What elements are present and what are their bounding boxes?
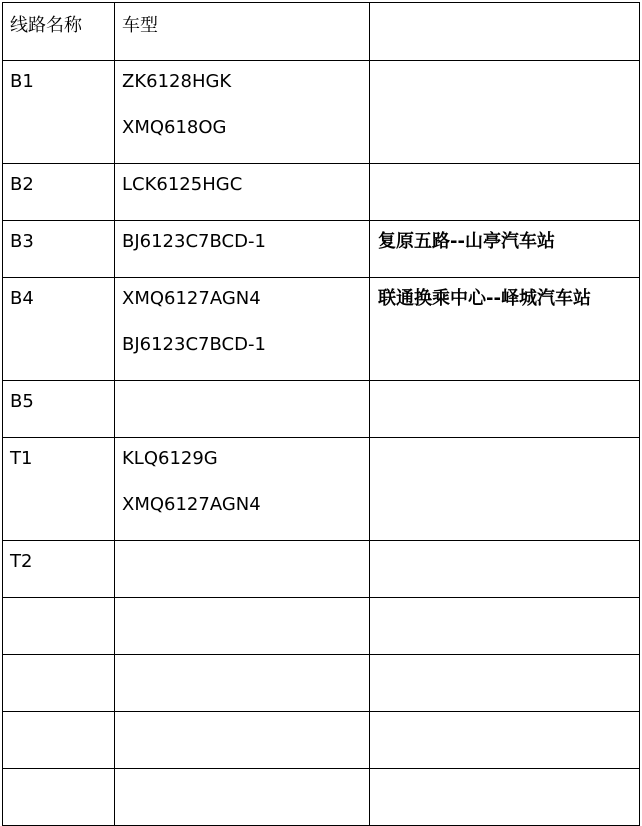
route-name-cell: B4 — [3, 278, 115, 381]
table-row — [3, 598, 640, 655]
route-name-cell — [3, 598, 115, 655]
route-name-cell: T1 — [3, 438, 115, 541]
header-row — [3, 3, 640, 61]
route-name-cell: B3 — [3, 221, 115, 278]
table-row — [3, 164, 640, 221]
table-row — [3, 712, 640, 769]
table-row — [3, 278, 640, 381]
vehicle-model: XMQ618OG — [122, 117, 227, 138]
table-row — [3, 221, 640, 278]
route-note-cell — [370, 164, 640, 221]
vehicle-model-cell — [115, 712, 370, 769]
header-note — [370, 3, 640, 61]
route-note-cell — [370, 655, 640, 712]
vehicle-model: XMQ6127AGN4 — [122, 494, 261, 515]
route-name-cell — [3, 769, 115, 826]
route-note-cell — [370, 381, 640, 438]
vehicle-model: BJ6123C7BCD-1 — [122, 231, 266, 252]
route-name-cell: B5 — [3, 381, 115, 438]
route-name-cell: B1 — [3, 61, 115, 164]
vehicle-model-cell — [115, 769, 370, 826]
vehicle-model-cell — [115, 438, 370, 541]
vehicle-model-cell — [115, 598, 370, 655]
route-note-cell: 联通换乘中心--峄城汽车站 — [370, 278, 640, 381]
vehicle-model-cell — [115, 278, 370, 381]
route-name-cell: T2 — [3, 541, 115, 598]
table-row — [3, 381, 640, 438]
header-route-name: 线路名称 — [3, 3, 115, 61]
route-name-cell — [3, 655, 115, 712]
vehicle-model-cell — [115, 381, 370, 438]
route-note-cell — [370, 712, 640, 769]
vehicle-model-cell — [115, 164, 370, 221]
route-note-cell — [370, 541, 640, 598]
vehicle-model-cell — [115, 221, 370, 278]
route-note-cell — [370, 769, 640, 826]
route-name-cell: B2 — [3, 164, 115, 221]
table-row — [3, 541, 640, 598]
table-row — [3, 61, 640, 164]
vehicle-model-cell — [115, 541, 370, 598]
vehicle-model-cell — [115, 655, 370, 712]
route-note-cell: 复原五路--山亭汽车站 — [370, 221, 640, 278]
route-note-cell — [370, 438, 640, 541]
table-row — [3, 655, 640, 712]
table-row — [3, 769, 640, 826]
table-row — [3, 438, 640, 541]
route-note-cell — [370, 61, 640, 164]
vehicle-model: BJ6123C7BCD-1 — [122, 334, 266, 355]
route-name-cell — [3, 712, 115, 769]
vehicle-model: ZK6128HGK — [122, 71, 232, 92]
vehicle-model: XMQ6127AGN4 — [122, 288, 261, 309]
vehicle-model-cell — [115, 61, 370, 164]
header-vehicle-model: 车型 — [115, 3, 370, 61]
vehicle-model: KLQ6129G — [122, 448, 218, 469]
vehicle-model: LCK6125HGC — [122, 174, 243, 195]
route-note-cell — [370, 598, 640, 655]
route-vehicle-table — [2, 2, 640, 826]
